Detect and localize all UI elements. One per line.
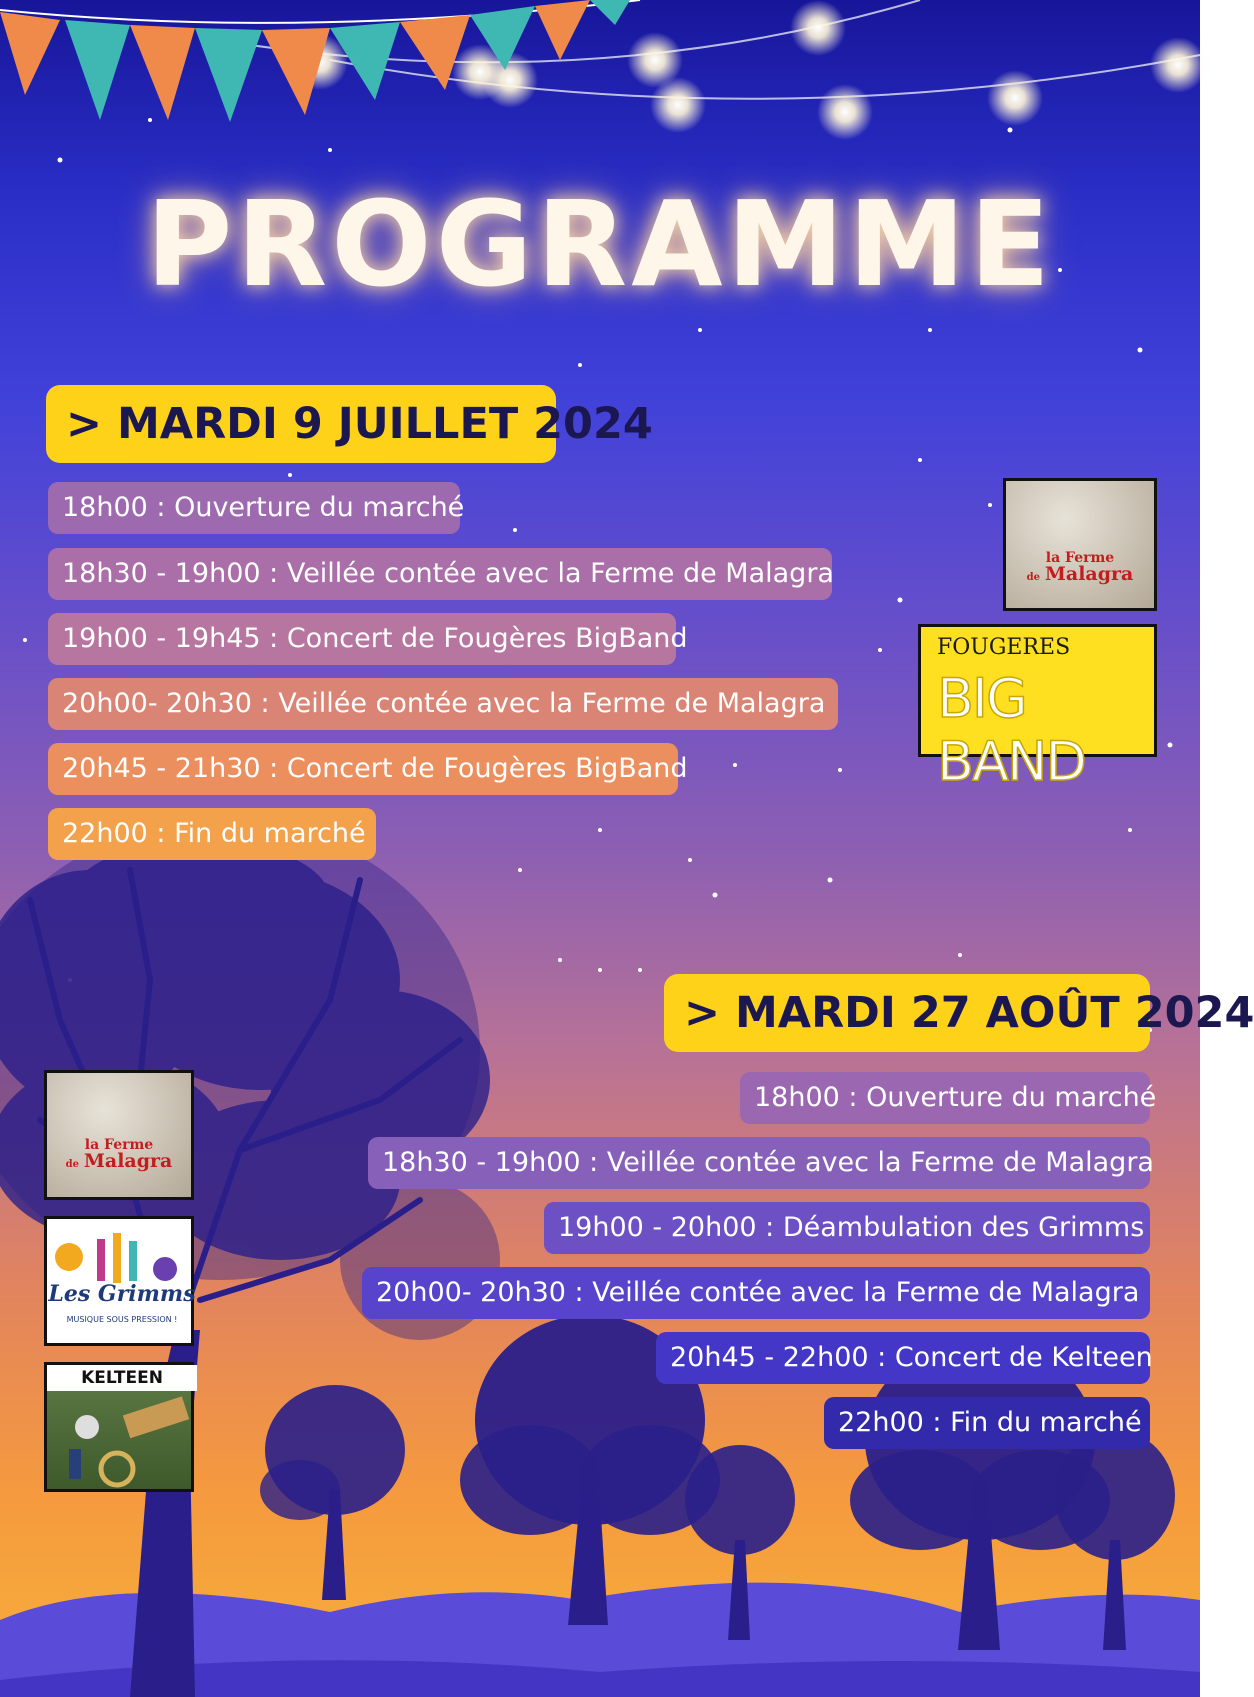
logo-kelteen-name: KELTEEN [47,1365,197,1391]
logo-bigband-main: BIG BAND [937,667,1085,793]
date-header-aout: > MARDI 27 AOÛT 2024 [664,974,1150,1052]
logo-les-grimms [44,1216,194,1346]
event-row: 20h45 - 21h30 : Concert de Fougères BigBand [48,743,678,795]
event-row: 22h00 : Fin du marché [824,1397,1150,1449]
event-row: 19h00 - 19h45 : Concert de Fougères BigBand [48,613,676,665]
logo-fougeres-bigband [918,624,1157,793]
logo-bigband-top: FOUGERES [937,635,1071,660]
logo-malagra-line2: de [65,1159,79,1170]
logo-malagra-line1: la Ferme [84,1137,154,1153]
logo-grimms-name: Les Grimms [48,1281,196,1307]
event-row: 19h00 - 20h00 : Déambulation des Grimms [544,1202,1150,1254]
logo-malagra-line1: la Ferme [1045,550,1115,566]
instruments-photo-icon [47,1391,197,1495]
event-row: 20h00- 20h30 : Veillée contée avec la Ferme de Malagra [362,1267,1150,1319]
logo-ferme-malagra [1003,478,1157,611]
event-row: 18h00 : Ouverture du marché [48,482,460,534]
logo-malagra-line3: Malagra [83,1150,173,1172]
logo-grimms-tagline: MUSIQUE SOUS PRESSION ! [66,1315,178,1324]
date-header-juillet: > MARDI 9 JUILLET 2024 [46,385,556,463]
event-row: 22h00 : Fin du marché [48,808,376,860]
logo-malagra-line3: Malagra [1044,563,1134,585]
event-row: 18h30 - 19h00 : Veillée contée avec la Ferme de Malagra [368,1137,1150,1189]
event-row: 18h30 - 19h00 : Veillée contée avec la Ferme de Malagra [48,548,832,600]
logo-kelteen [44,1362,194,1492]
event-row: 20h45 - 22h00 : Concert de Kelteen [656,1332,1150,1384]
logo-malagra-line2: de [1026,572,1040,583]
logo-ferme-malagra-2 [44,1070,194,1200]
event-row: 18h00 : Ouverture du marché [740,1072,1150,1124]
page-title: PROGRAMME [145,175,1055,313]
event-row: 20h00- 20h30 : Veillée contée avec la Ferme de Malagra [48,678,838,730]
